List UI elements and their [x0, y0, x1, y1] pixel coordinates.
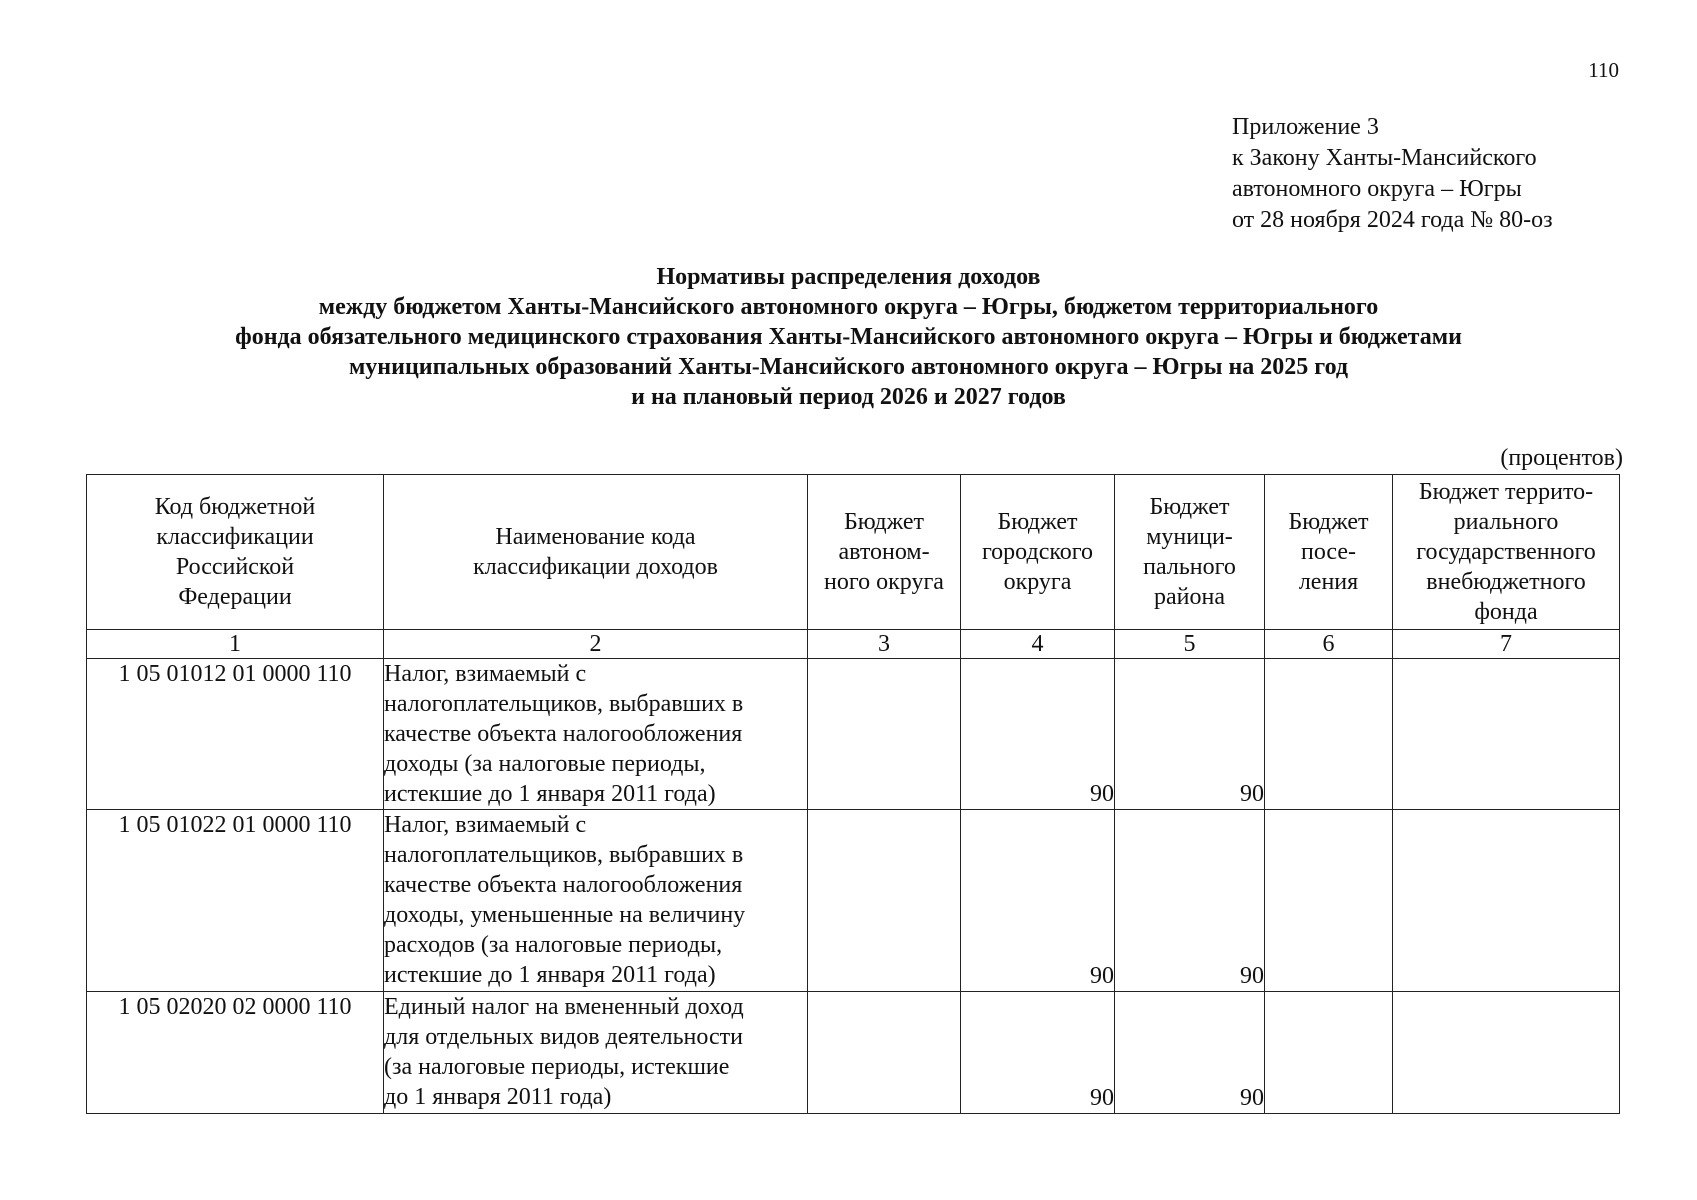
- title-line: между бюджетом Ханты-Мансийского автономного округа – Югры, бюджетом территориального: [318, 294, 1379, 320]
- title-line: фонда обязательного медицинского страхования Ханты-Мансийского автономного округа – Югры и бюджетами: [235, 324, 1462, 350]
- value-cell: 90: [961, 659, 1115, 810]
- column-number: 6: [1265, 630, 1393, 659]
- value-cell: [1393, 810, 1620, 992]
- value-cell: [1393, 992, 1620, 1114]
- column-number: 1: [87, 630, 384, 659]
- value-cell: [1393, 659, 1620, 810]
- value-cell: [1265, 992, 1393, 1114]
- value-cell: [808, 810, 961, 992]
- value-cell: 90: [961, 810, 1115, 992]
- header-cell-territorial-fund: Бюджет террито- риального государственного внебюджетного фонда: [1393, 475, 1620, 630]
- table-row: [87, 810, 1620, 992]
- appendix-line: к Закону Ханты-Мансийского: [1232, 145, 1537, 171]
- value-cell: [1265, 810, 1393, 992]
- budget-code-cell: 1 05 01022 01 0000 110: [87, 810, 384, 992]
- appendix-line: Приложение 3: [1232, 114, 1379, 140]
- column-number: 2: [384, 630, 808, 659]
- value-cell: [808, 992, 961, 1114]
- header-cell-municipal-district: Бюджет муници- пального района: [1115, 475, 1265, 630]
- title-line: и на плановый период 2026 и 2027 годов: [631, 384, 1066, 410]
- table-header-row: [87, 475, 1620, 630]
- value-cell: [1265, 659, 1393, 810]
- income-name-cell: Единый налог на вмененный доход для отдельных видов деятельности (за налоговые периоды, истекшие до 1 января 2011 года): [384, 992, 808, 1114]
- value-cell: [808, 659, 961, 810]
- appendix-line: от 28 ноября 2024 года № 80-оз: [1232, 207, 1553, 233]
- header-cell-code: Код бюджетной классификации Российской Федерации: [87, 475, 384, 630]
- column-number: 5: [1115, 630, 1265, 659]
- column-number: 7: [1393, 630, 1620, 659]
- budget-code-cell: 1 05 02020 02 0000 110: [87, 992, 384, 1114]
- value-cell: 90: [1115, 992, 1265, 1114]
- value-cell: 90: [1115, 810, 1265, 992]
- document-title: [0, 262, 1697, 412]
- distribution-table: [86, 474, 1620, 1114]
- page-number: 110: [1588, 58, 1619, 82]
- value-cell: 90: [961, 992, 1115, 1114]
- table-row: [87, 992, 1620, 1114]
- appendix-line: автономного округа – Югры: [1232, 176, 1522, 202]
- value-cell: 90: [1115, 659, 1265, 810]
- budget-code-cell: 1 05 01012 01 0000 110: [87, 659, 384, 810]
- income-name-cell: Налог, взимаемый с налогоплательщиков, выбравших в качестве объекта налогообложения доходы, уменьшенные на величину расходов (за налоговые периоды, истекшие до 1 января 2011 года): [384, 810, 808, 992]
- title-line: муниципальных образований Ханты-Мансийского автономного округа – Югры на 2025 год: [348, 354, 1349, 380]
- header-cell-name: Наименование кода классификации доходов: [384, 475, 808, 630]
- table-row: [87, 659, 1620, 810]
- units-label: (процентов): [1500, 445, 1623, 471]
- appendix-reference: [1232, 112, 1553, 236]
- header-cell-settlement: Бюджет посе- ления: [1265, 475, 1393, 630]
- column-number: 4: [961, 630, 1115, 659]
- column-number-row: [87, 630, 1620, 659]
- header-cell-city-okrug: Бюджет городского округа: [961, 475, 1115, 630]
- income-name-cell: Налог, взимаемый с налогоплательщиков, выбравших в качестве объекта налогообложения доходы (за налоговые периоды, истекшие до 1 января 2011 года): [384, 659, 808, 810]
- column-number: 3: [808, 630, 961, 659]
- title-line: Нормативы распределения доходов: [656, 264, 1041, 290]
- header-cell-autonomous-okrug: Бюджет автоном- ного округа: [808, 475, 961, 630]
